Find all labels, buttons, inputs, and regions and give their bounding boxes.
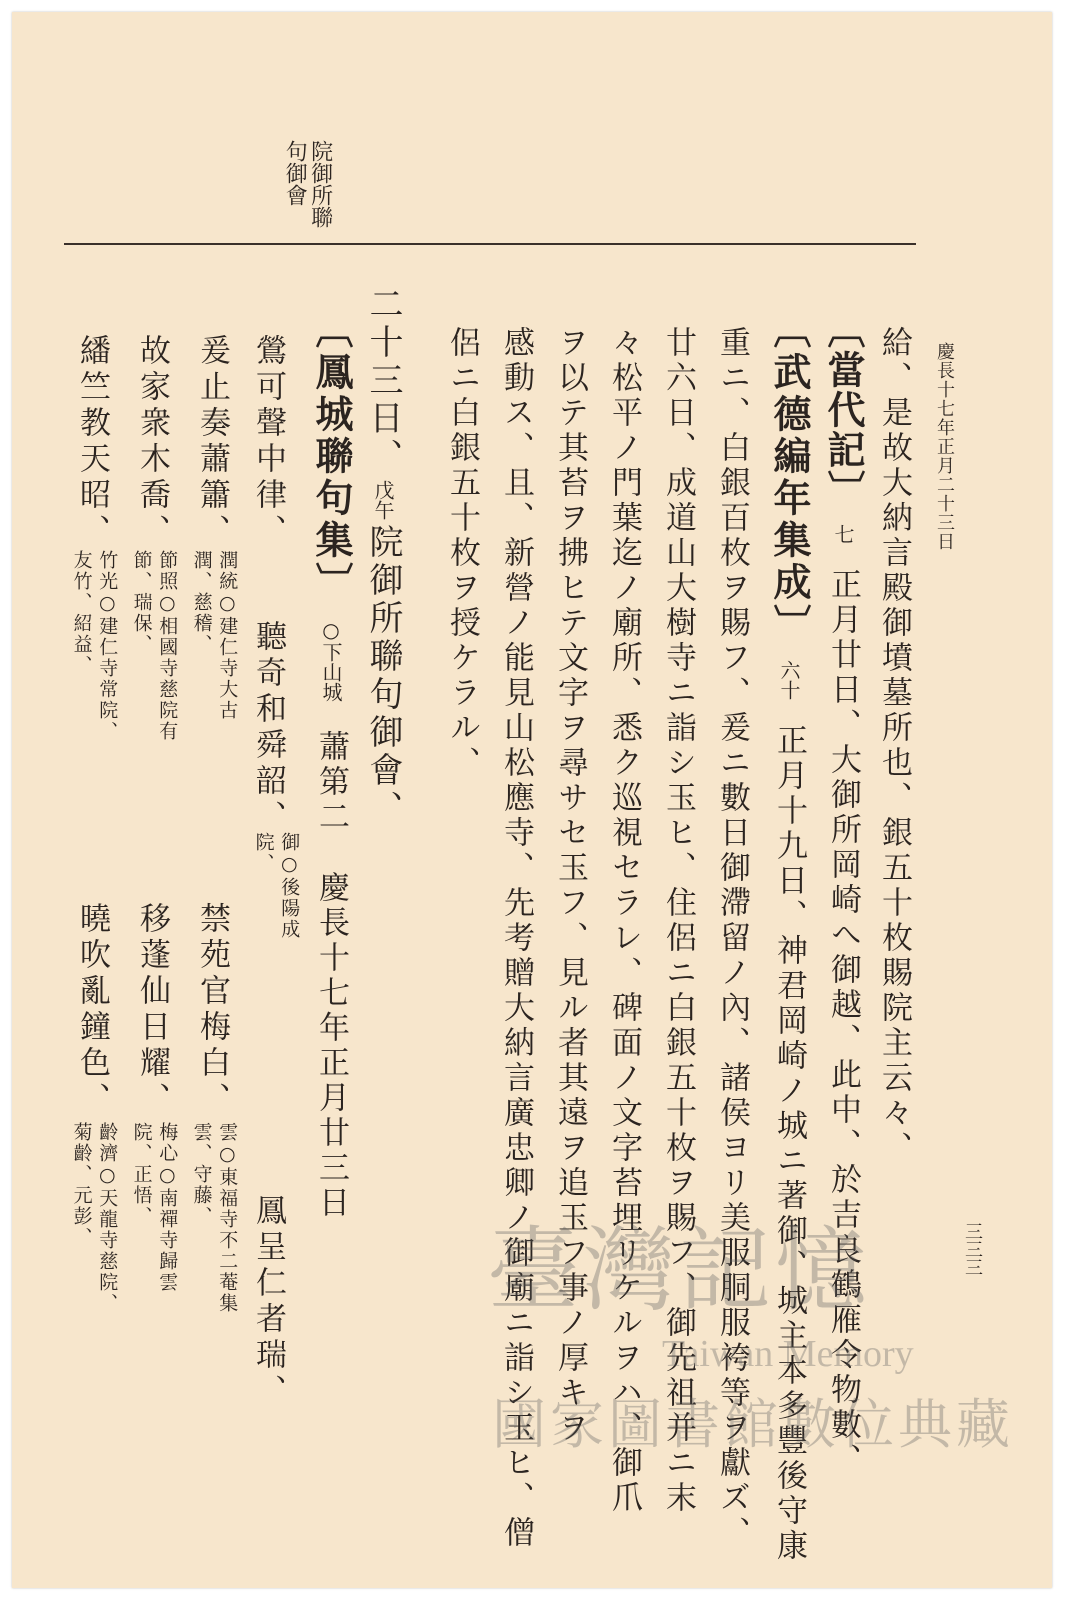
poem-line: 曉吹亂鐘色、 [74,902,110,1118]
watermark-logo: 臺灣記憶 [487,1217,872,1324]
watermark-english: Taiwan Memory [662,1333,914,1375]
page-number: 三三三 [962,1222,983,1276]
poem-line: 禁苑官梅白、 [194,902,230,1118]
entry-date: 二十三日、 [363,286,403,476]
body-column-10 [363,286,403,828]
poem-line: 故家衆木喬、 [134,334,170,550]
body-column-4: 重ニ、白銀百枚ヲ賜フ、爰ニ數日御滯留ノ內、諸侯ヨリ美服胴服袴等ヲ獻ズ、 [714,326,750,1551]
source-note: ○下山城 [319,618,343,702]
body-column-11 [309,310,354,1221]
poem-attribution: 齡濟○天龍寺慈院、菊齡、元彭、 [70,1122,119,1314]
source-title-butoku: 〔武德編年集成〕 [767,310,812,646]
poem-attribution: 竹光○建仁寺常院、友竹、紹益、 [70,550,119,742]
poem-line: 移蓬仙日耀、 [134,902,170,1118]
column-text: 正月十九日、神君岡崎ノ城ニ著御、城主本多豐後守康 [771,724,807,1564]
entry-title: 院御所聯句御會、 [363,524,403,828]
column-text: 蕭第二 [313,730,349,835]
body-column-9: 侶ニ白銀五十枚ヲ授ケラル、 [444,326,480,781]
cyclic-day-note: 戊午 [371,480,395,520]
source-title-houjou: 〔鳳城聯句集〕 [309,310,354,604]
poem-attribution: 梅心○南禪寺歸雲院、正悟、 [130,1122,179,1293]
poem-line: 鳳呈仁者瑞、 [250,1194,286,1410]
source-note: 六十 [777,660,801,700]
poem-line: 爰止奏蕭簫、 [194,334,230,550]
body-column-1: 給、是故大納言殿御墳墓所也、銀五十枚賜院主云々、 [876,326,912,1166]
poem-attribution: 潤統○建仁寺大古潤、慈稽、 [190,550,239,721]
poem-line: 鶯可聲中律、 [250,334,286,550]
source-title-toudaiki: 〔當代記〕 [821,310,866,510]
column-text: 正月廿日、大御所岡崎へ御越、此中、於吉良鶴雁令物數、 [825,568,861,1478]
running-head: 慶長十七年正月二十三日 [934,342,955,551]
side-heading: 院御所聯句御會 [282,140,333,228]
body-column-6: 々松平ノ門葉迄ノ廟所、悉ク巡視セラレ、碑面ノ文字苔埋リケルヲハ、御爪 [606,326,642,1516]
body-column-7: ヲ以テ其苔ヲ拂ヒテ文字ヲ尋サセ玉フ、見ル者其遠ヲ追玉フ事ノ厚キヲ [552,326,588,1446]
watermark-subtitle: 國家圖書館數位典藏 [492,1393,1014,1456]
poem-line: 聽奇和舜韶、 [250,620,286,836]
source-note: 七 [831,524,855,544]
poem-line: 繙竺教天昭、 [74,334,110,550]
header-rule [64,243,916,245]
poem-attribution: 節照○相國寺慈院有節、瑞保、 [130,550,179,742]
body-column-5: 廿六日、成道山大樹寺ニ詣シ玉ヒ、住侶ニ白銀五十枚ヲ賜フ、御先祖并ニ末 [660,326,696,1516]
body-column-8: 感動ス、且、新營ノ能見山松應寺、先考贈大納言廣忠卿ノ御廟ニ詣シ玉ヒ、僧 [498,326,534,1551]
poem-attribution: 雲○東福寺不二菴集雲、守藤、 [190,1122,239,1314]
document-page [12,12,1052,1588]
poem-attribution: 御○後陽成院、 [252,832,301,940]
entry-date-full: 慶長十七年正月廿三日 [313,871,349,1221]
